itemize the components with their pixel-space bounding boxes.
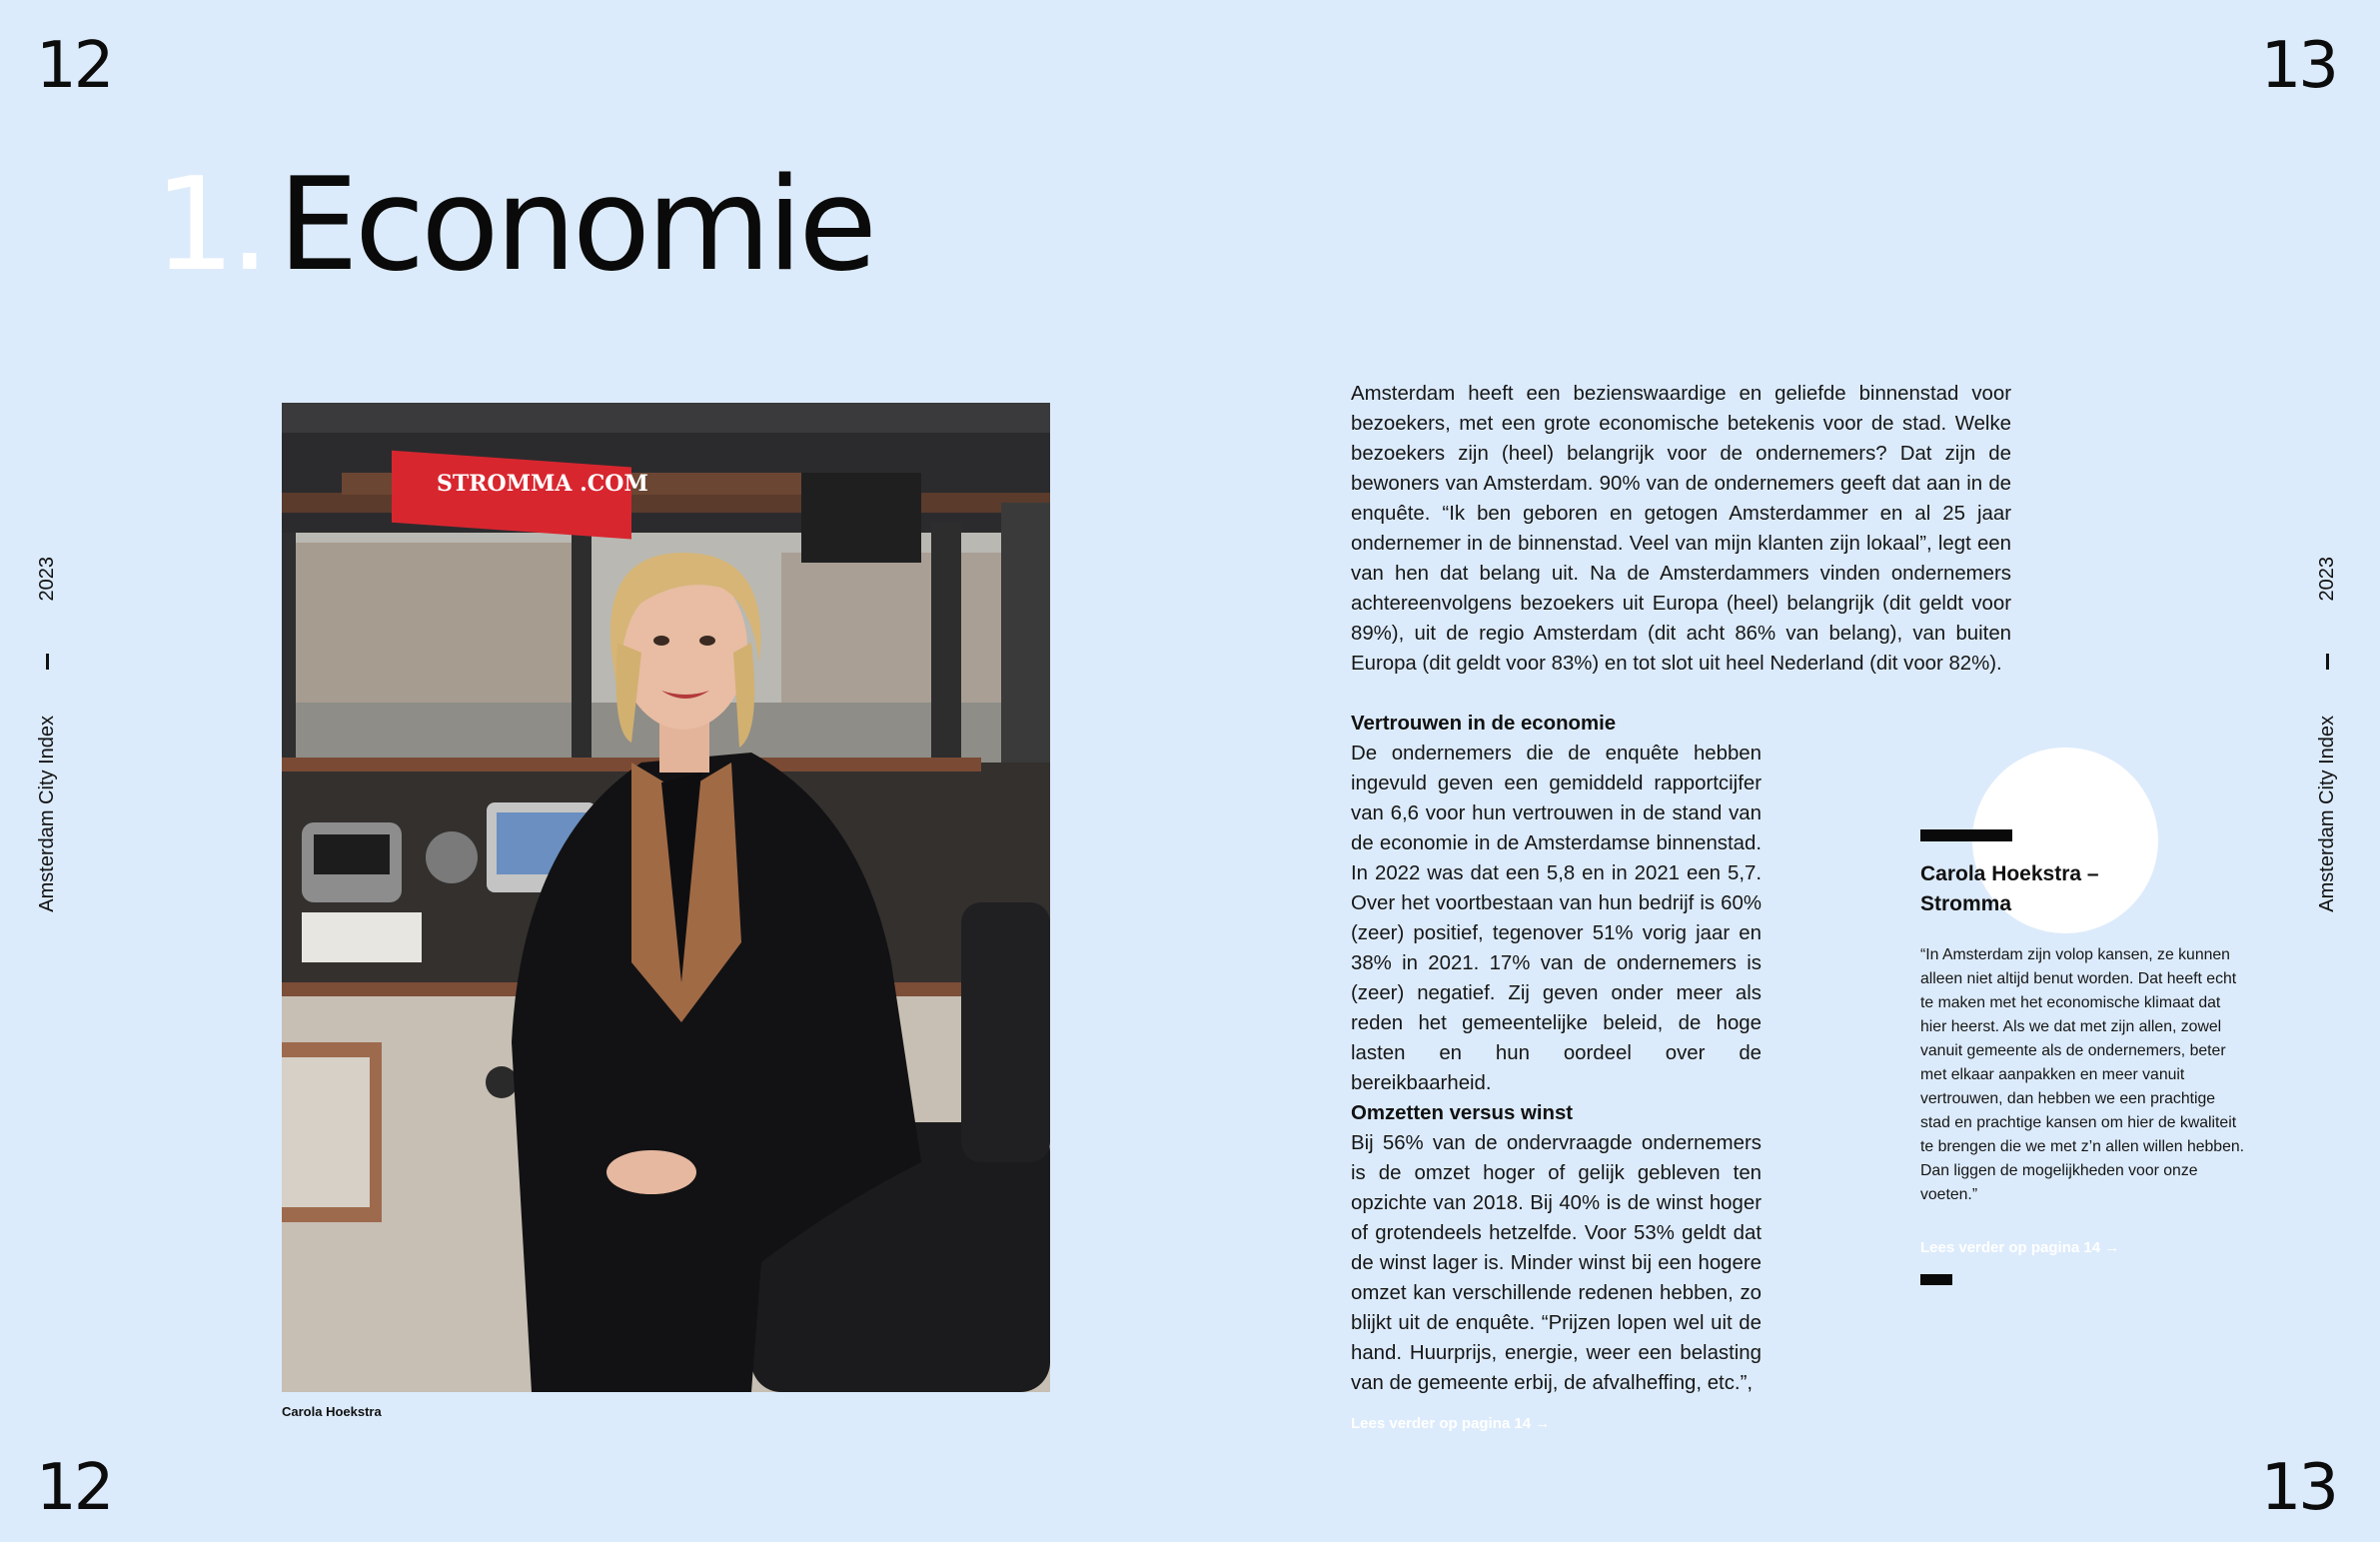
sidebar-quote: “In Amsterdam zijn volop kansen, ze kunnen alleen niet altijd benut worden. Dat heeft echt te maken met het economische klimaat dat hier heerst. Als we dat met zijn allen, zowel vanuit gemeente als de ondernemers, beter met elkaar aanpakken en meer vanuit vertrouwen, dan hebben we een prachtige stad en prachtige kansen om hier de kwaliteit te brengen die we met z’n allen willen hebben. Dan liggen de mogelijkheden voor onze voeten.” <box>1920 946 2245 1203</box>
page-number-right-bottom: 13 <box>2260 1451 2336 1525</box>
section-heading-vertrouwen: Vertrouwen in de economie <box>1351 713 1617 735</box>
page-number-left-top: 12 <box>36 29 112 103</box>
chapter-number: 1. <box>154 151 265 300</box>
section-heading-omzetten: Omzetten versus winst <box>1351 1102 1574 1124</box>
stromma-logo-text: STROMMA .COM <box>437 471 648 497</box>
sidebar-read-more-link[interactable]: Lees verder op pagina 14 → <box>1920 1239 2120 1256</box>
side-divider-left <box>46 654 49 670</box>
portrait-photo <box>282 403 1050 1392</box>
sidebar-name: Carola Hoekstra – Stromma <box>1920 862 2099 915</box>
section-text-omzetten: Bij 56% van de ondervraagde ondernemers is de omzet hoger of gelijk gebleven ten opzichte van 2018. Bij 40% is de winst hoger of grotendeels hetzelfde. Voor 53% geldt dat de winst lager is. Minder winst bij een hogere omzet kan verschillende redenen hebben, zo blijkt uit de enquête. “Prijzen lopen wel uit de hand. Huurprijs, energie, weer een belasting van de gemeente erbij, de afvalheffing, etc.”, <box>1351 1132 1762 1394</box>
section-text-vertrouwen: De ondernemers die de enquête hebben ingevuld geven een gemiddeld rapportcijfer van 6,6 voor hun vertrouwen in de stand van de economie in de Amsterdamse binnenstad. In 2022 was dat een 5,8 en in 2021 een 5,7. Over het voortbestaan van hun bedrijf is 60% (zeer) positief, tegenover 51% vorig jaar en 38% in 2021. 17% van de ondernemers is (zeer) negatief. Zij geven onder meer als reden het gemeentelijke beleid, de hoge lasten en hun oordeel over de bereikbaarheid. <box>1351 743 1762 1094</box>
sidebar-top-bar <box>1920 829 2012 841</box>
side-label-year-right: 2023 <box>2316 557 2338 602</box>
sidebar-bottom-bar <box>1920 1274 1952 1285</box>
main-read-more-link[interactable]: Lees verder op pagina 14 → <box>1351 1415 1551 1432</box>
section-vertrouwen <box>1351 709 1762 1098</box>
portrait-illustration <box>282 403 1050 1392</box>
photo-caption: Carola Hoekstra <box>282 1404 382 1419</box>
chapter-title: Economie <box>278 151 873 300</box>
intro-paragraph: Amsterdam heeft een bezienswaardige en geliefde binnenstad voor bezoekers, met een grote economische betekenis voor de stad. Welke bezoekers zijn (heel) belangrijk voor de ondernemers? Dat zijn de bewoners van Amsterdam. 90% van de ondernemers geeft dat aan in de enquête. “Ik ben geboren en getogen Amsterdammer en al 25 jaar ondernemer in de binnenstad. Veel van mijn klanten zijn lokaal”, legt een van hen dat belang uit. Na de Amsterdammers vinden ondernemers achtereenvolgens bezoekers uit Europa (heel) belangrijk (dit geldt voor 89%), uit de regio Amsterdam (dit acht 86% van belang), van buiten Europa (dit geldt voor 83%) en tot slot uit heel Nederland (dit voor 82%). <box>1351 383 2011 675</box>
side-label-publication-left: Amsterdam City Index <box>36 716 58 912</box>
section-omzetten <box>1351 1098 1762 1398</box>
side-divider-right <box>2326 654 2329 670</box>
page-number-right-top: 13 <box>2260 29 2336 103</box>
page-number-left-bottom: 12 <box>36 1451 112 1525</box>
side-label-year-left: 2023 <box>36 557 58 602</box>
side-label-publication-right: Amsterdam City Index <box>2316 716 2338 912</box>
